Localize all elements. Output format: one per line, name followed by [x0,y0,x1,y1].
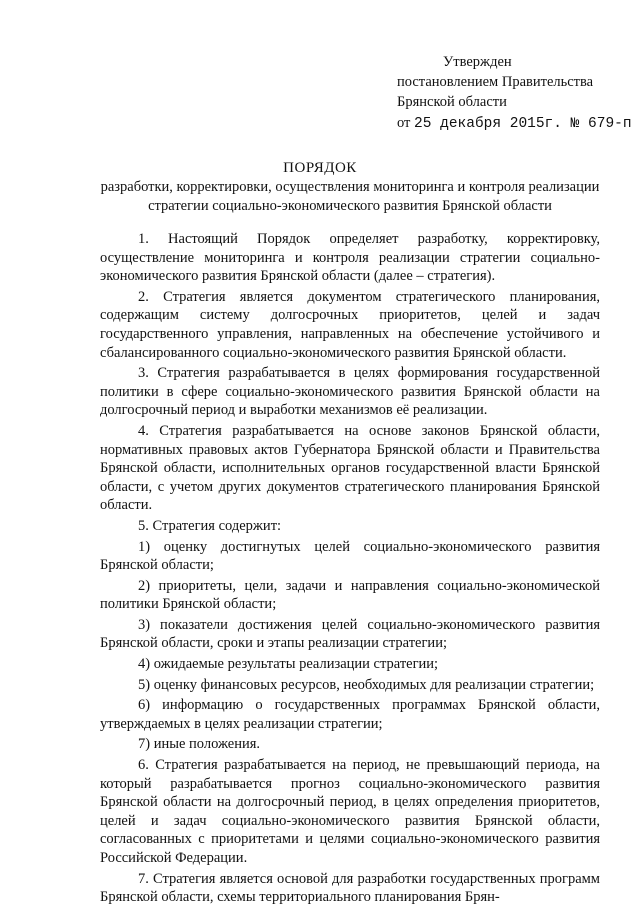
list-item-4: 4) ожидаемые результаты реализации стратегии; [138,656,439,673]
document-title: ПОРЯДОК [283,160,357,176]
list-item-6: 6) информацию о государственных программах Брянской области, утверждаемых в целях реализации стратегии; [100,697,600,732]
paragraph-7: 7. Стратегия является основой для разработки государственных программ Брянской области, схемы территориального планирования Брян- [100,870,600,906]
approval-region: Брянской области [397,94,507,110]
paragraph-5: 5. Стратегия содержит: [138,517,282,534]
paragraph-1: 1. Настоящий Порядок определяет разработку, корректировку, осуществление мониторинга и контроля реализации стратегии социально-экономического развития Брянской области (далее – стратегия). [100,231,600,285]
list-item-5: 5) оценку финансовых ресурсов, необходимых для реализации стратегии; [138,676,595,693]
approval-title: Утвержден [443,54,512,70]
document-subtitle: разработки, корректировки, осуществления мониторинга и контроля реализации стратегии социально-экономического развития Брянской области [100,179,600,214]
list-item-1: 1) оценку достигнутых целей социально-экономического развития Брянской области; [100,538,600,574]
approval-date-value: 25 декабря 2015г. № 679-п [414,116,632,132]
approval-date-prefix: от [397,115,411,131]
paragraph-4: 4. Стратегия разрабатывается на основе законов Брянской области, нормативных правовых актов Губернатора Брянской области и Правительства Брянской области, исполнительных органов государственной власти Брянской области, с учетом других документов стратегического планирования Брянской области. [100,422,600,514]
paragraph-3: 3. Стратегия разрабатывается в целях формирования государственной политики в сфере социально-экономического развития Брянской области на долгосрочный период и выработки механизмов её реализации. [100,365,600,419]
approval-stamp [397,52,637,134]
paragraph-6: 6. Стратегия разрабатывается на период, не превышающий периода, на который разрабатывается прогноз социально-экономического развития Брянской области на долгосрочный период, в целях определения приоритетов, целей и задач социально-экономического развития Брянской области, согласованных с приоритетами и целями социально-экономического развития Российской Федерации. [100,757,600,866]
list-item-7: 7) иные положения. [138,736,261,753]
list-item-2: 2) приоритеты, цели, задачи и направления социально-экономической политики Брянской области; [100,577,600,613]
list-item-3: 3) показатели достижения целей социально-экономического развития Брянской области, сроки и этапы реализации стратегии; [100,616,600,652]
approval-resolution: постановлением Правительства [397,74,594,90]
approval-date [397,113,637,134]
document-body [100,230,600,909]
paragraph-2: 2. Стратегия является документом стратегического планирования, содержащим систему долгосрочных приоритетов, целей и задач государственного управления, направленных на обеспечение устойчивого и сбалансированного социально-экономического развития Брянской области. [100,288,600,361]
